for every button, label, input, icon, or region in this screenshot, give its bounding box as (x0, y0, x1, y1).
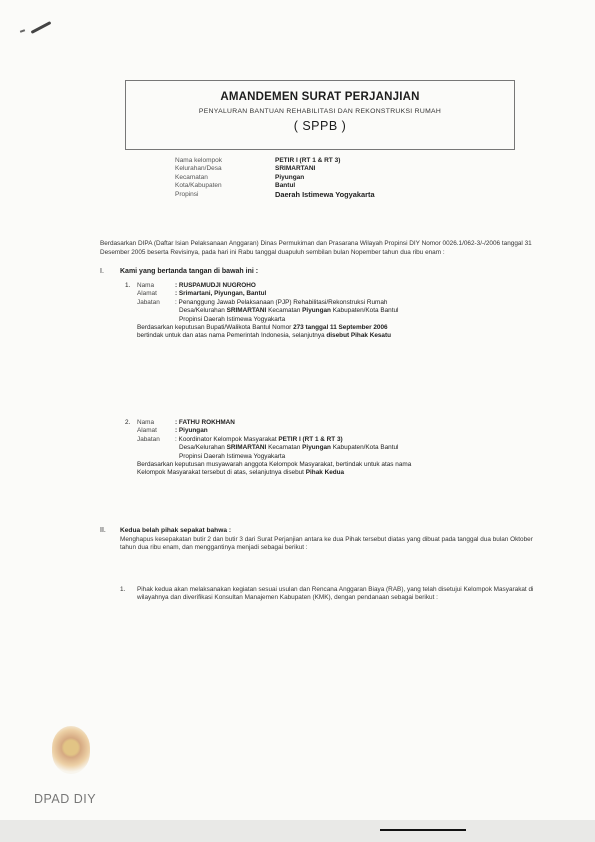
document-subtitle: PENYALURAN BANTUAN REHABILITASI DAN REKONSTRUKSI RUMAH (198, 108, 442, 115)
field-label: Jabatan (137, 298, 160, 306)
field-label: Alamat (137, 290, 157, 298)
info-label: Kota/Kabupaten (175, 182, 222, 190)
party-number: 1. (125, 282, 131, 289)
role-text: bertindak untuk dan atas nama Pemerintah Indonesia, selanjutnya (137, 332, 325, 340)
info-row-district (175, 174, 375, 182)
section-title: Kedua belah pihak sepakat bahwa : (120, 527, 232, 534)
party-role (125, 332, 495, 340)
item-number: 1. (120, 586, 126, 593)
village-name: SRIMARTANI (226, 307, 267, 315)
info-label: Propinsi (175, 190, 199, 198)
watermark: DPAD DIY (34, 792, 97, 806)
info-value: Daerah Istimewa Yogyakarta (275, 189, 375, 199)
party-1 (125, 282, 495, 341)
party-2 (125, 419, 495, 478)
info-value: PETIR I (RT 1 & RT 3) (275, 157, 341, 164)
party-position (175, 436, 495, 444)
info-row-group-name (175, 157, 375, 165)
party-number: 2. (125, 419, 131, 426)
group-name: PETIR I (RT 1 & RT 3) (278, 435, 343, 443)
info-value: Bantul (275, 182, 296, 190)
pen-mark-small (20, 29, 25, 33)
section-title: Kami yang bertanda tangan di bawah ini : (120, 268, 259, 275)
district-name: Piyungan (302, 444, 331, 452)
party-role (125, 469, 495, 477)
party-position-line-2 (125, 307, 495, 315)
field-label: Jabatan (137, 435, 160, 443)
document-code: ( SPPB ) (293, 119, 347, 133)
document-title: AMANDEMEN SURAT PERJANJIAN (220, 91, 420, 103)
header-box (125, 80, 515, 150)
decree-number: 273 tanggal 11 September 2006 (293, 324, 388, 332)
section-2-item (120, 586, 540, 603)
field-label: Nama (137, 282, 155, 289)
section-2-body: Menghapus kesepakatan butir 2 dan butir 3 dari Surat Perjanjian antara ke dua Pihak tersebut diatas yang dibuat pada tanggal dua bulan Oktober tahun dua ribu enam, dan menggantinya menjadi sebagai berikut : (120, 536, 533, 552)
section-number: I. (100, 268, 104, 275)
party-address: : Piyungan (175, 427, 208, 435)
party-address: : Srimartani, Piyungan, Bantul (175, 290, 267, 298)
info-row-province (175, 191, 375, 199)
field-label: Alamat (137, 427, 157, 435)
party-position: : Penanggung Jawab Pelaksanaan (PJP) Rehabilitasi/Rekonstruksi Rumah (175, 298, 388, 306)
item-text: Pihak kedua akan melaksanakan kegiatan sesuai usulan dan Rencana Anggaran Biaya (RAB), yang telah disetujui Kelompok Masyarakat di wilayahnya dan diverifikasi Konsultan Manajemen Kabupaten (KMK), dengan pendanaan sebagai berikut : (137, 586, 534, 602)
seal-logo-icon (52, 726, 90, 774)
party-decree (125, 324, 495, 332)
position-text: Kecamatan (268, 307, 301, 315)
position-text: Desa/Kelurahan (179, 444, 225, 452)
pen-mark (31, 21, 52, 34)
party-name: : RUSPAMUDJI NUGROHO (175, 282, 256, 289)
party-position-line-2 (125, 444, 495, 452)
field-label: Nama (137, 419, 155, 426)
info-value: SRIMARTANI (275, 165, 316, 173)
village-name: SRIMARTANI (226, 444, 267, 452)
district-name: Piyungan (302, 307, 331, 315)
role-text: Kelompok Masyarakat tersebut di atas, selanjutnya disebut (137, 469, 304, 477)
intro-paragraph: Berdasarkan DIPA (Daftar Isian Pelaksanaan Anggaran) Dinas Permukiman dan Prasarana Wilayah Propinsi DIY Nomor 0026.1/062-3/-/2006 tanggal 31 Desember 2005 beserta Revisinya, pada hari ini Rabu tanggal duapuluh sembilan bulan Nopember tahun dua ribu enam : (100, 240, 532, 256)
decree-text: Berdasarkan keputusan Bupati/Walikota Bantul Nomor (137, 324, 292, 332)
position-text: : Koordinator Kelompok Masyarakat (175, 435, 277, 443)
group-info (175, 157, 375, 199)
info-label: Kelurahan/Desa (175, 165, 222, 173)
position-text: Kabupaten/Kota Bantul (332, 307, 399, 315)
info-label: Kecamatan (175, 173, 208, 181)
party-position-line-3: Propinsi Daerah Istimewa Yogyakarta (179, 315, 286, 323)
party-decree: Berdasarkan keputusan musyawarah anggota Kelompok Masyarakat, bertindak untuk atas nama (137, 461, 412, 469)
party-position-line-3: Propinsi Daerah Istimewa Yogyakarta (179, 452, 286, 460)
position-text: Kabupaten/Kota Bantul (332, 444, 399, 452)
info-label: Nama kelompok (175, 157, 222, 164)
party-name: : FATHU ROKHMAN (175, 419, 235, 426)
position-text: Desa/Kelurahan (179, 307, 225, 315)
info-value: Piyungan (275, 173, 305, 181)
section-number: II. (100, 527, 106, 534)
info-row-village (175, 165, 375, 173)
role-name: disebut Pihak Kesatu (326, 332, 392, 340)
bottom-divider (380, 829, 466, 831)
position-text: Kecamatan (268, 444, 301, 452)
role-name: Pihak Kedua (305, 469, 345, 477)
